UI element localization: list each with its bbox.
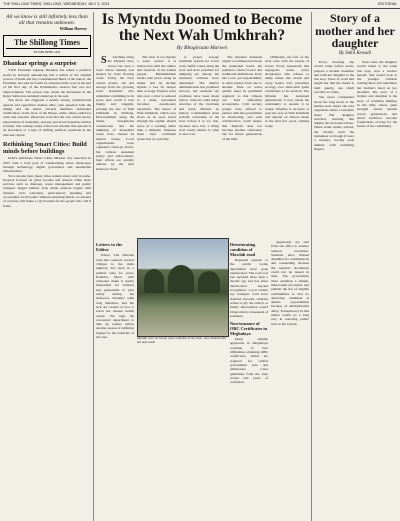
headline-dhankar: Dhankar springs a surprise <box>3 60 77 67</box>
myntdu-body-2: The river is not merely a water source; it is interwoven with the culture and festivals of the Jaintia people. Behdeinkhlam rituals take place along its banks, and its decline signals a loss far deeper than ecology. Experts warn that once a river is reduced to a drain, restoration becomes enormously expensive. The lesson of Wah Umkhrah, which now flows as an open sewer through the capital, should serve as a warning rather than a template. Planners must treat catchment protection as a priority. <box>137 55 176 141</box>
headline-smart-cities: Rethinking Smart Cities: Build minds before buildings <box>3 140 87 156</box>
article-dhankar-body: VICE President Jagdeep Dhankar has raised a political storm by abruptly announcing that a nation of the original powers of India and the Constitutional Head of the nation, the President, has said he would be announced the soon at his end of his first day of the Parliament's session that was not unprecedented. The person who chairs the discussion in the Rajya Sabha has suddenly ended up in the seat. <box>3 68 91 98</box>
myntdu-body-3: A proper sewage treatment system for Jowai town, buffer zones along the river and strict penalties for dumping are among the measures activists have demanded. The district administration has promised surveys, but residents say promises have been made before. Schools could adopt stretches of the riverbank and teach children its history. Communities must reclaim ownership of the river before it is too late, because once lost, a living river rarely returns to what it once was. <box>179 55 219 137</box>
myntdu-body-4: The situation demands urgent coordination between the municipal board, the pollution control board and traditional institutions. Each has a role, yet responsibility is often passed from one to another. Data on water quality must be published regularly so that citizens can hold authorities accountable. Civil society groups have offered to partner with the government in monitoring, and such collaboration could ensure that Myntdu does not become another cautionary tale for future generations of the hills. <box>222 55 262 141</box>
strip-right: EDITORIAL <box>378 2 397 6</box>
letters-head: Letters to the Editor <box>96 242 123 253</box>
letters-column-3 <box>271 240 309 521</box>
center-column-2 <box>137 55 176 235</box>
story-body-2: She never complained about the long hours at the market stall, where she sold vegetables under a tarpaulin sheet. Her daughter watched, learning that dignity lies in honest labour. When exam results arrived, the mother held the marksheet as though it were a treasure, tracing each number with trembling fingers. <box>314 95 354 151</box>
letter-3-body-cont: Applicants are sent from one office to another without resolution. Students have missed deadlines for examinations and counselling because the required documents could not be issued in time. The government must establish a simple, time-bound procedure and publish the list of eligible communities so that no deserving candidate is denied opportunities because of administrative delay. Transparency in this matter would go a long way in restoring public trust in the system. <box>271 240 309 326</box>
headline-myntdu: Is Myntdu Doomed to Become the Next Wah Umkhrah? <box>101 11 303 44</box>
column-rule <box>93 12 94 521</box>
letter-2-body: Repeated appeals to the public works department have gone unanswered. The road was last repaired more than a decade ago and has since deteriorated beyond recognition. Local traders say transport costs have doubled because vehicles refuse to ply the stretch. A timely intervention would bring relief to thousands of residents. <box>230 258 268 318</box>
quote-author: William Harvey <box>59 26 87 32</box>
photo-caption: Myntdu river at Jowai, once a lifeline of the town, now choked with silt and waste <box>137 336 226 344</box>
letters-column-2 <box>230 240 268 521</box>
center-column-5 <box>265 55 309 235</box>
strip-left: THE SHILLONG TIMES, SHILLONG, WEDNESDAY, JULY 3, 2024 <box>3 2 110 6</box>
column-rule-right <box>311 12 312 521</box>
letter-1-body: Editor, The Mawlah road that connects several villages to the main highway has been in a pitiable state for years. Potholes filled with rainwater make it nearly impossible for vehicles and pedestrians to pass safely during the monsoon. Students walk long distances, and the sick are carried on foot to reach the nearest health centre. We urge the concerned department to take up repairs before another season of suffering begins for the residents of the area. <box>96 253 134 340</box>
masthead-tagline: ESTABLISHED 1945 <box>6 48 88 54</box>
river-photo <box>137 238 229 337</box>
quote-text: All we know is still infinitely less than all that remains unknown. <box>6 14 88 27</box>
center-column-4 <box>222 55 262 235</box>
right-column-1 <box>314 60 354 521</box>
story-body-3: Years later, the daughter would return to the same bus stop, now a teacher herself. She would look at the younger children waiting there and remember her mother's hand on her shoulder. The story of a mother and daughter is the story of countless families in the hills, where quiet strength carries dreams across generations and small sacrifices become foundations of hope for the future of the community. <box>357 60 397 129</box>
byline-story: By Sahil Kewadi <box>339 51 371 56</box>
story-body-1: Every morning she would wake before dawn, prepare a modest breakfast and walk her daughter to the bus stop. Years of work had taught her that the future is built quietly, one small sacrifice at a time. <box>314 60 354 95</box>
masthead-title: The Shillong Times <box>14 37 80 47</box>
myntdu-body-1: S tretching along the Myntdu river, Jowai was once a town whose identity was shaped by clean flowing water. Today the river carries plastic, silt and sewage from the growing town. Residents who remember swimming in its pools now watch it turn murky and sluggish, echoing the fate of Wah Umkhrah in Shillong. Encroachment along the banks, unregulated construction and the dumping of household waste have choked its natural course. Local organisations have organised clean-up drives, but without sustained policy and enforcement, their efforts are quickly undone by the next monsoon flood. <box>96 55 134 171</box>
subhead-obc: Non-issuance of OBC Certificates in Meghalaya <box>230 321 268 337</box>
article-smart-cities-body: India's ambitious Smart Cities Mission was launched in 2015 with a bold goal of transforming urban landscapes through technology, digital governance and sustainable infrastructure. <box>3 156 91 174</box>
masthead-box <box>3 35 91 57</box>
article-smart-cities-body-cont: Yet a decade later, many cities remain smart only in name. Projects focused on glass facades and sensors while basic services such as drainage, waste management and public transport lagged behind. True urban renewal begins with citizens: civic education, participatory planning and accountable local bodies. Without nurturing minds, no amount of concrete will make a city liveable for the people who call it home. <box>3 173 91 208</box>
page-strip <box>0 0 400 9</box>
myntdu-body-5: Ultimately, the fate of the river rests with the people of Jowai. Every household that segregates waste, every shopkeeper who refuses to dump refuse into drains and every leader who prioritises ecology over short-term gains contributes to its survival. The Myntdu has sustained generations; it now needs the community to sustain it in return. Whether it recovers or goes the way of Wah Umkhrah will depend on choices made in the next few years, starting today. <box>265 55 309 128</box>
left-column <box>3 12 91 521</box>
headline-story: Story of a mother and her daughter <box>315 11 395 50</box>
subhead-mawlah: Deteriorating condition of Mawlah road <box>230 242 256 257</box>
letters-column-1 <box>96 240 134 521</box>
letter-3-body: Many eligible applicants in Meghalaya continue to face difficulties obtaining OBC certificates, which are required for central government jobs and admissions. Clear guidelines from the state would end years of confusion. <box>230 337 268 385</box>
right-column-2 <box>357 60 397 521</box>
center-column-3 <box>179 55 219 235</box>
article-dhankar-body-cont: The move has triggered a debate among constitutional experts and opposition leaders alike, who question both the timing and the intent. Several members demanded clarification on the floor of the House, while others called for calm and restraint. Observers note that the role carries heavy expectations of neutrality, and any perceived departure invites scrutiny. The coming weeks will reveal whether this episode is an aberration or a sign of shifting political equations in the national capital. <box>3 98 91 137</box>
byline-myntdu: By Bhogiraam Marwei <box>176 45 228 51</box>
